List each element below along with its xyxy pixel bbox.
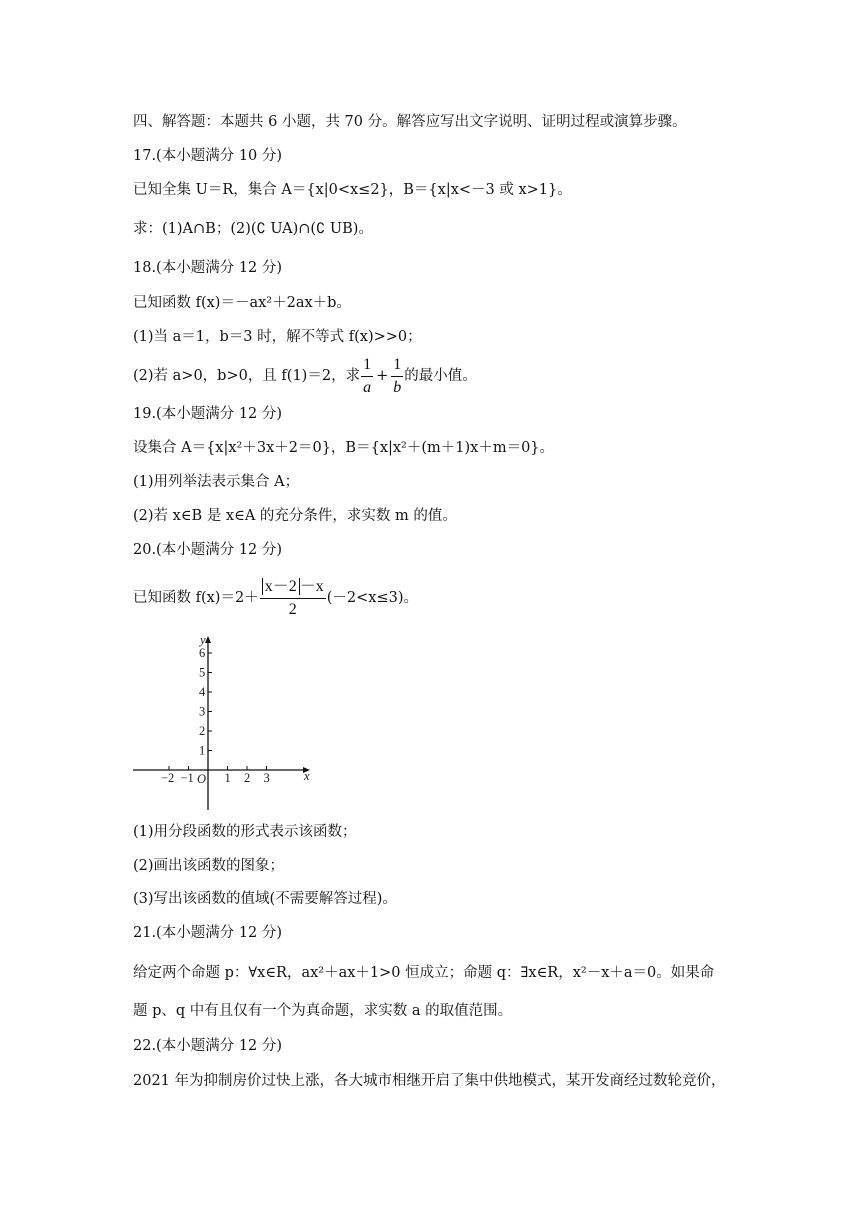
y-axis-label: y [200, 633, 206, 647]
y-tick-label: 6 [199, 646, 206, 660]
q20-line1-post: (－2<x≤3)。 [326, 590, 418, 606]
q18-line3-post: 的最小值。 [404, 368, 477, 384]
q18-line3-pre: (2)若 a>0，b>0，且 f(1)＝2，求 [133, 368, 361, 384]
q17-line1: 已知全集 U＝R，集合 A＝{x|0<x≤2}，B＝{x|x<－3 或 x>1}。 [133, 182, 572, 198]
fraction-numerator [260, 576, 326, 599]
q17-line2: 求：(1)A∩B；(2)(∁ UA)∩(∁ UB)。 [133, 221, 373, 237]
q18-line3 [133, 353, 477, 399]
x-tick-label: 3 [263, 771, 270, 785]
fraction-denominator: a [363, 378, 372, 396]
q19-line1: 设集合 A＝{x|x²＋3x＋2＝0}，B＝{x|x²＋(m＋1)x＋m＝0}。 [133, 440, 555, 456]
q18-title: 18.(本小题满分 12 分) [133, 260, 283, 276]
q22-title: 22.(本小题满分 12 分) [133, 1038, 283, 1054]
x-tick-label: 1 [224, 771, 231, 785]
q19-line3: (2)若 x∈B 是 x∈A 的充分条件，求实数 m 的值。 [133, 508, 457, 524]
q19-title: 19.(本小题满分 12 分) [133, 406, 283, 422]
graph-background [128, 630, 318, 814]
q18-line2: (1)当 a＝1，b＝3 时，解不等式 f(x)>>0； [133, 329, 422, 345]
fraction-1-over-a [361, 354, 373, 399]
q20-part2: (2)画出该函数的图象； [133, 858, 285, 874]
fraction-abs-expression [260, 576, 326, 621]
q20-line1 [133, 574, 418, 622]
absolute-value: x－2 [262, 578, 300, 595]
q21-title: 21.(本小题满分 12 分) [133, 925, 283, 941]
coordinate-grid [128, 630, 318, 814]
fraction-1-over-b [391, 354, 403, 399]
q22-line1: 2021 年为抑制房价过快上涨，各大城市相继开启了集中供地模式，某开发商经过数轮竞价， [133, 1073, 726, 1089]
x-tick-label: −1 [180, 771, 194, 785]
q19-line2: (1)用列举法表示集合 A； [133, 474, 300, 490]
origin-label: O [197, 772, 207, 786]
y-tick-label: 5 [199, 665, 206, 680]
q21-line1: 给定两个命题 p：∀x∈R，ax²＋ax＋1>0 恒成立；命题 q：∃x∈R，x²－x＋a＝0。如果命 [133, 965, 715, 981]
q20-title: 20.(本小题满分 12 分) [133, 542, 283, 558]
q21-line2: 题 p、q 中有且仅有一个为真命题，求实数 a 的取值范围。 [133, 1003, 513, 1019]
q17-title: 17.(本小题满分 10 分) [133, 148, 283, 164]
section-header: 四、解答题：本题共 6 小题，共 70 分。解答应写出文字说明、证明过程或演算步骤。 [133, 114, 687, 130]
q20-part1: (1)用分段函数的形式表示该函数； [133, 824, 357, 840]
fraction-denominator: b [393, 378, 402, 396]
plus-sign: + [376, 368, 389, 384]
x-tick-label: 2 [244, 771, 251, 785]
fraction-numerator: 1 [361, 354, 373, 377]
numerator-rest: －x [299, 577, 324, 595]
y-tick-label: 2 [199, 724, 206, 738]
fraction-denominator: 2 [288, 600, 297, 618]
y-tick-label: 1 [199, 743, 206, 758]
q18-line1: 已知函数 f(x)＝－ax²＋2ax＋b。 [133, 295, 351, 311]
x-axis-label: x [304, 769, 310, 783]
y-tick-label: 3 [199, 704, 206, 719]
q20-part3: (3)写出该函数的值域(不需要解答过程)。 [133, 891, 397, 907]
fraction-numerator: 1 [391, 354, 403, 377]
q20-line1-pre: 已知函数 f(x)＝2＋ [133, 590, 259, 606]
y-tick-label: 4 [199, 685, 206, 699]
x-tick-label: −2 [161, 771, 175, 785]
